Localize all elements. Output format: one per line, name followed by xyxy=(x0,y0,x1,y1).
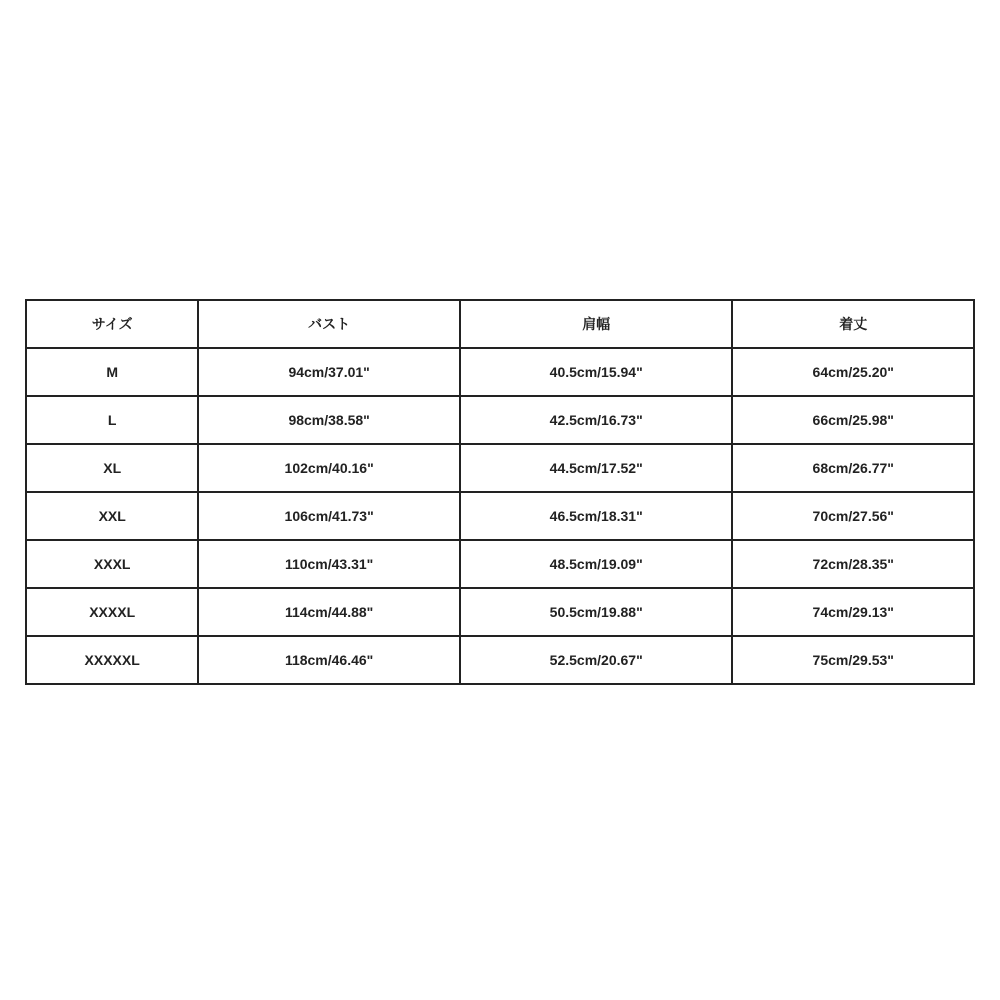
cell-bust: 94cm/37.01" xyxy=(198,348,460,396)
cell-length: 68cm/26.77" xyxy=(732,444,974,492)
cell-size: XXXXL xyxy=(26,588,198,636)
header-length: 着丈 xyxy=(732,300,974,348)
cell-length: 70cm/27.56" xyxy=(732,492,974,540)
cell-bust: 98cm/38.58" xyxy=(198,396,460,444)
cell-shoulder-width: 40.5cm/15.94" xyxy=(460,348,733,396)
cell-size: XXXXXL xyxy=(26,636,198,684)
table-row xyxy=(26,540,974,588)
cell-size: XXXL xyxy=(26,540,198,588)
table-row xyxy=(26,588,974,636)
cell-bust: 102cm/40.16" xyxy=(198,444,460,492)
cell-shoulder-width: 52.5cm/20.67" xyxy=(460,636,733,684)
cell-size: XXL xyxy=(26,492,198,540)
table-row xyxy=(26,444,974,492)
cell-shoulder-width: 50.5cm/19.88" xyxy=(460,588,733,636)
header-shoulder-width: 肩幅 xyxy=(460,300,733,348)
table-row xyxy=(26,396,974,444)
header-bust: バスト xyxy=(198,300,460,348)
cell-length: 75cm/29.53" xyxy=(732,636,974,684)
cell-bust: 106cm/41.73" xyxy=(198,492,460,540)
cell-length: 64cm/25.20" xyxy=(732,348,974,396)
cell-bust: 110cm/43.31" xyxy=(198,540,460,588)
cell-size: XL xyxy=(26,444,198,492)
cell-length: 66cm/25.98" xyxy=(732,396,974,444)
cell-shoulder-width: 46.5cm/18.31" xyxy=(460,492,733,540)
size-chart-table xyxy=(25,299,975,685)
table-row xyxy=(26,636,974,684)
header-size: サイズ xyxy=(26,300,198,348)
cell-bust: 118cm/46.46" xyxy=(198,636,460,684)
cell-size: M xyxy=(26,348,198,396)
cell-shoulder-width: 44.5cm/17.52" xyxy=(460,444,733,492)
cell-length: 74cm/29.13" xyxy=(732,588,974,636)
table-row xyxy=(26,492,974,540)
table-header-row xyxy=(26,300,974,348)
cell-shoulder-width: 48.5cm/19.09" xyxy=(460,540,733,588)
cell-bust: 114cm/44.88" xyxy=(198,588,460,636)
table-row xyxy=(26,348,974,396)
cell-length: 72cm/28.35" xyxy=(732,540,974,588)
cell-size: L xyxy=(26,396,198,444)
cell-shoulder-width: 42.5cm/16.73" xyxy=(460,396,733,444)
